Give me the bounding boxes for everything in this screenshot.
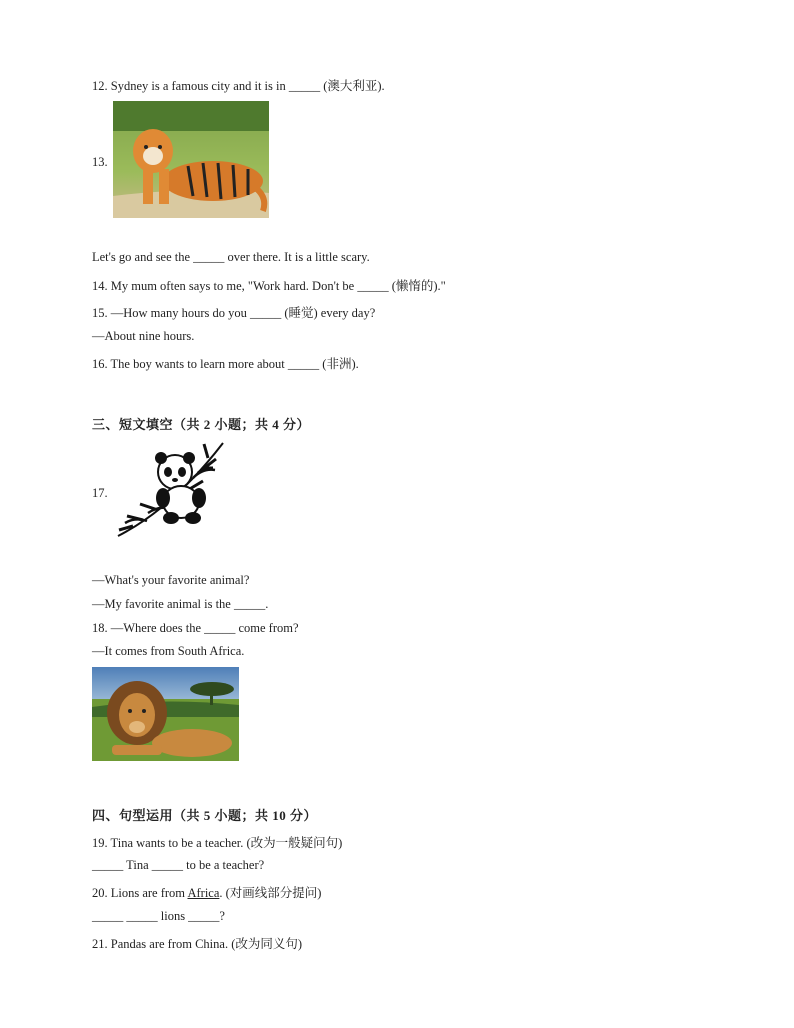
question-20-post: . (对画线部分提问) xyxy=(219,886,322,900)
question-17-number: 17. xyxy=(92,486,108,500)
question-21: 21. Pandas are from China. (改为同义句) xyxy=(92,937,303,951)
question-17-a: —What's your favorite animal? xyxy=(92,573,250,587)
question-16: 16. The boy wants to learn more about _____ (非洲). xyxy=(92,357,359,371)
question-12: 12. Sydney is a famous city and it is in _____ (澳大利亚). xyxy=(92,79,385,93)
panda-bamboo-icon xyxy=(113,438,228,538)
lion-photo xyxy=(92,667,239,761)
question-13-text: Let's go and see the _____ over there. It is a little scary. xyxy=(92,250,370,264)
question-14: 14. My mum often says to me, "Work hard. Don't be _____ (懒惰的)." xyxy=(92,279,446,293)
question-20-pre: 20. Lions are from xyxy=(92,886,188,900)
question-18-b: —It comes from South Africa. xyxy=(92,644,245,658)
question-17-b: —My favorite animal is the _____. xyxy=(92,597,269,611)
question-20 xyxy=(92,883,321,901)
question-19-answer: _____ Tina _____ to be a teacher? xyxy=(92,858,265,872)
tiger-photo xyxy=(113,101,269,218)
question-15-b: —About nine hours. xyxy=(92,329,195,343)
question-13-number: 13. xyxy=(92,155,108,169)
question-20-answer: _____ _____ lions _____? xyxy=(92,909,225,923)
question-20-underlined: Africa xyxy=(187,886,220,900)
question-15-a: 15. —How many hours do you _____ (睡觉) every day? xyxy=(92,306,376,320)
question-18-a: 18. —Where does the _____ come from? xyxy=(92,621,299,635)
section-3-heading: 三、短文填空（共 2 小题；共 4 分） xyxy=(92,417,311,432)
section-4-heading: 四、句型运用（共 5 小题；共 10 分） xyxy=(92,808,318,823)
question-19: 19. Tina wants to be a teacher. (改为一般疑问句) xyxy=(92,836,343,850)
